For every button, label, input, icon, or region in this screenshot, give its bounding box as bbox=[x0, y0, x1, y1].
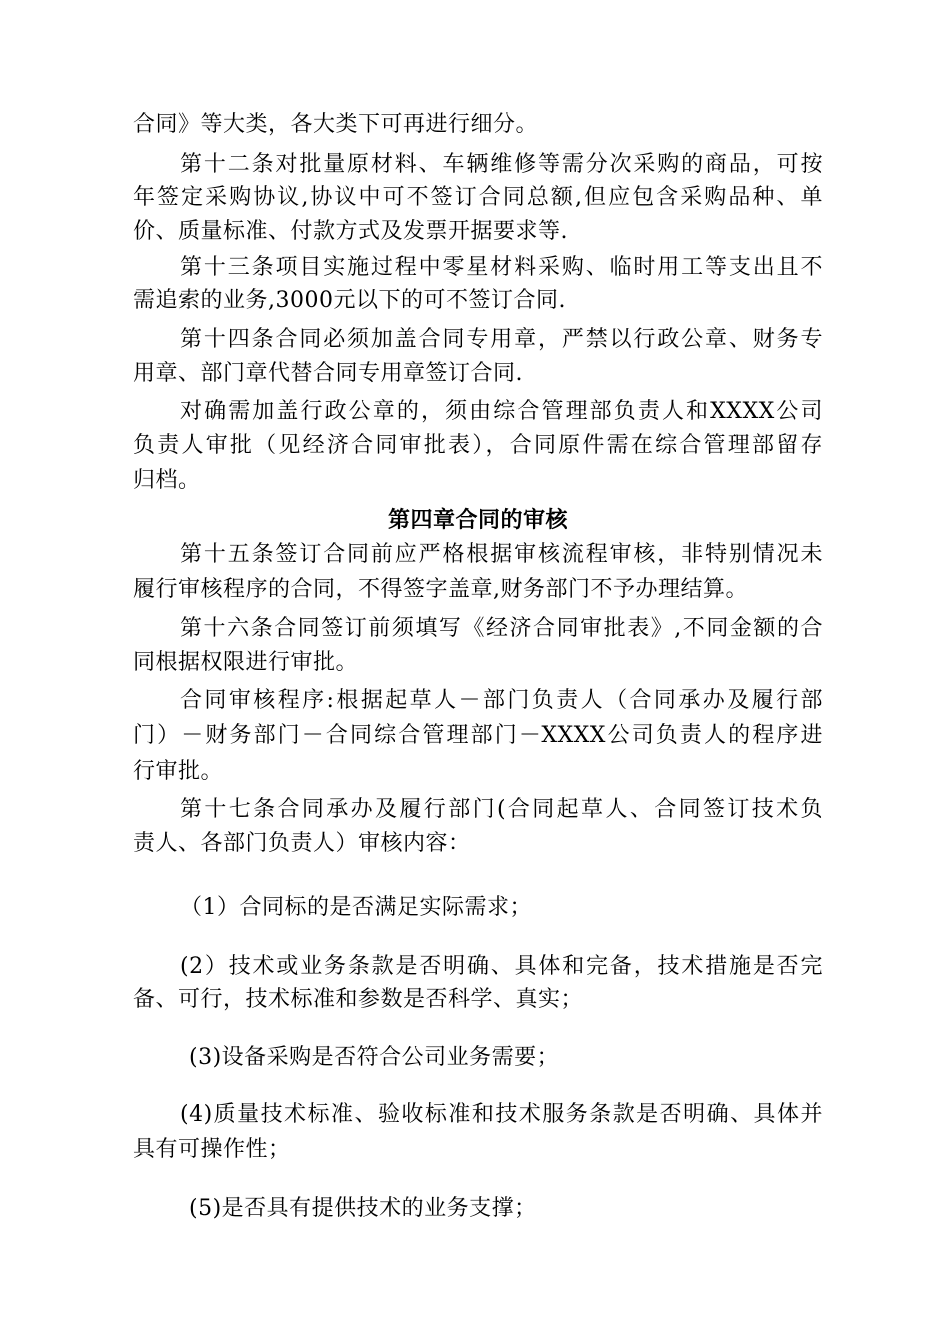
text-line: 备、可行，技术标准和参数是否科学、真实； bbox=[133, 987, 584, 1012]
text-line: 第十四条合同必须加盖合同专用章，严禁以行政公章、财务专 bbox=[180, 327, 823, 352]
list-item: (5)是否具有提供技术的业务支撑； bbox=[189, 1196, 537, 1221]
text-line: 负责人审批（见经济合同审批表），合同原件需在综合管理部留存 bbox=[133, 433, 823, 458]
text-line: 履行审核程序的合同，不得签字盖章,财务部门不予办理结算。 bbox=[133, 577, 748, 602]
text-line: 具有可操作性； bbox=[133, 1137, 291, 1162]
list-item: (3)设备采购是否符合公司业务需要； bbox=[189, 1045, 560, 1070]
text-line: 门）－财务部门－合同综合管理部门－XXXX公司负责人的程序进 bbox=[133, 723, 823, 748]
text-line: 价、质量标准、付款方式及发票开据要求等. bbox=[133, 219, 568, 244]
text-line: 责人、各部门负责人）审核内容： bbox=[133, 831, 471, 856]
list-item: (2）技术或业务条款是否明确、具体和完备，技术措施是否完 bbox=[180, 954, 823, 979]
list-item: (4)质量技术标准、验收标准和技术服务条款是否明确、具体并 bbox=[180, 1102, 823, 1127]
text-line: 第十六条合同签订前须填写《经济合同审批表》,不同金额的合 bbox=[180, 616, 823, 641]
text-line: 需追索的业务,3000元以下的可不签订合同. bbox=[133, 288, 566, 313]
text-line: 年签定采购协议,协议中可不签订合同总额,但应包含采购品种、单 bbox=[133, 185, 823, 210]
text-line: 合同审核程序:根据起草人－部门负责人（合同承办及履行部 bbox=[180, 688, 823, 713]
list-item: （1）合同标的是否满足实际需求； bbox=[180, 895, 532, 920]
text-line: 第十七条合同承办及履行部门(合同起草人、合同签订技术负 bbox=[180, 797, 823, 822]
text-line: 行审批。 bbox=[133, 759, 224, 784]
text-line: 用章、部门章代替合同专用章签订合同. bbox=[133, 361, 523, 386]
text-line: 第十三条项目实施过程中零星材料采购、临时用工等支出且不 bbox=[180, 255, 823, 280]
text-line: 同根据权限进行审批。 bbox=[133, 650, 359, 675]
text-line: 合同》等大类，各大类下可再进行细分。 bbox=[133, 112, 539, 137]
text-line: 归档。 bbox=[133, 468, 201, 493]
text-line: 第十二条对批量原材料、车辆维修等需分次采购的商品，可按 bbox=[180, 152, 823, 177]
text-line: 第十五条签订合同前应严格根据审核流程审核，非特别情况未 bbox=[180, 542, 823, 567]
chapter-heading: 第四章合同的审核 bbox=[387, 507, 568, 533]
text-line: 对确需加盖行政公章的，须由综合管理部负责人和XXXX公司 bbox=[180, 399, 823, 424]
